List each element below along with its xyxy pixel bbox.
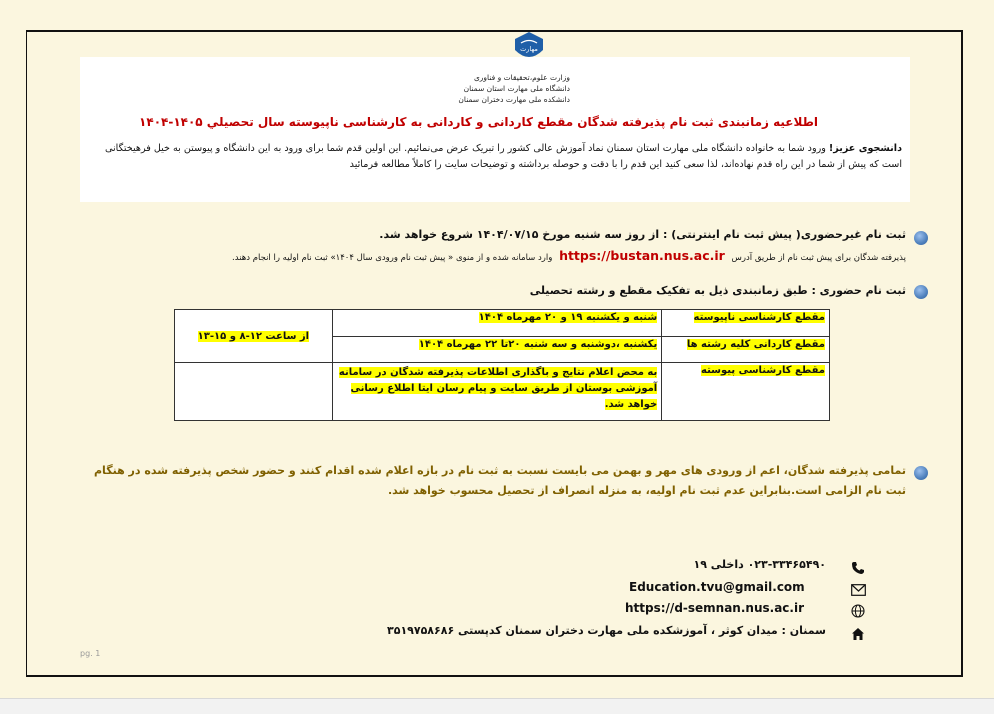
level-label: مقطع کارشناسی پیوسته [701, 365, 825, 376]
home-icon [850, 626, 866, 642]
phone-icon [850, 560, 866, 576]
logo-text: مهارت [520, 45, 538, 53]
registration-note: تمامی پذیرفته شدگان، اعم از ورودی های مهر و بهمن می بایست نسبت به ثبت نام در بازه اعلام شده اقدام کنند و حضور شخص پذیرفته شده در هنگام ثبت نام الزامی است.بنابراین عدم ثبت نام اولیه، به منزله انصراف از تحصیل محسوب خواهد شد. [94, 464, 906, 497]
bullet-icon [914, 285, 928, 299]
bustan-link[interactable]: https://bustan.nus.ac.ir [559, 248, 725, 263]
date-cell [332, 310, 661, 337]
online-line-before: پذیرفته شدگان برای پیش ثبت نام از طریق آدرس [731, 253, 906, 263]
contact-phone: ۰۲۳-۳۳۴۶۵۴۹۰ داخلی ۱۹ [693, 558, 826, 571]
date-cell [332, 337, 661, 363]
intro-body: ورود شما به خانواده دانشگاه ملی مهارت استان سمنان نماد آموزش عالی کشور را تبریک عرض می‌نمائیم. این اولین قدم شما برای ورود به این دانشگاه و پیوستن به خیل فرهیختگانی است که پیش از شما در این راه قدم نهاده‌اند، لذا سعی کنید این قدم را با دقت و حوصله برداشته و توضیحات سایت را کاملاً مطالعه فرمائید [105, 143, 902, 170]
level-label: مقطع کاردانی کلیه رشته ها [686, 339, 825, 350]
table-row [175, 363, 830, 421]
globe-icon [850, 603, 866, 619]
bullet-icon [914, 466, 928, 480]
bullet-icon [914, 231, 928, 245]
ministry-name: وزارت علوم،تحقیقات و فناوری [473, 73, 570, 82]
online-registration-instructions [232, 248, 906, 263]
contact-email[interactable]: Education.tvu@gmail.com [629, 580, 805, 594]
university-name: دانشگاه ملی مهارت استان سمنان [463, 84, 570, 93]
header-box [80, 57, 910, 202]
time-label: از ساعت ۱۲-۸ و ۱۵-۱۳ [197, 330, 310, 342]
date-label: شنبه و یکشنبه ۱۹ و ۲۰ مهرماه ۱۴۰۴ [478, 312, 658, 323]
faculty-name: دانشکده ملی مهارت دختران سمنان [458, 95, 570, 104]
date-cell [332, 363, 661, 421]
inperson-registration-title: ثبت نام حضوری : طبق زمانبندی ذیل به تفکیک مقطع و رشته تحصیلی [529, 284, 906, 297]
intro-paragraph [82, 141, 902, 173]
schedule-table [174, 309, 830, 421]
empty-time-cell [175, 363, 333, 421]
page-bottom-strip [0, 698, 994, 714]
level-label: مقطع کارشناسی ناپیوسته [693, 312, 825, 323]
envelope-icon [850, 582, 866, 598]
time-cell [175, 310, 333, 363]
announcement-title: اطلاعیه زمانبندی ثبت نام پذیرفته شدگان مقطع کاردانی و کاردانی به کارشناسی ناپیوسته سال تحصیلي ۱۴۰۵-۱۴۰۴ [139, 115, 818, 129]
date-label: یکشنبه ،دوشنبه و سه شنبه ۲۰تا ۲۲ مهرماه ۱۴۰۴ [418, 339, 658, 350]
online-line-after: وارد سامانه شده و از منوی « پیش ثبت نام ورودی سال ۱۴۰۴» ثبت نام اولیه را انجام دهند. [232, 253, 553, 263]
level-cell [662, 310, 830, 337]
contact-address: سمنان : میدان کوثر ، آموزشکده ملی مهارت دختران سمنان کدپستی ۳۵۱۹۷۵۸۶۸۶ [387, 624, 826, 637]
level-cell [662, 337, 830, 363]
intro-greeting: دانشجوی عزیز! [828, 143, 902, 154]
page-number: pg. 1 [80, 649, 101, 658]
contact-website[interactable]: https://d-semnan.nus.ac.ir [625, 601, 804, 615]
level-cell [662, 363, 830, 421]
online-registration-title: ثبت نام غیرحضوری( پیش ثبت نام اینترنتی) : از روز سه شنبه مورخ ۱۴۰۴/۰۷/۱۵ شروع خواهد شد. [379, 228, 906, 241]
university-logo [508, 30, 550, 58]
date-label: به محض اعلام نتایج و باگذاری اطلاعات پذیرفته شدگان در سامانه آموزشی بوستان از طریق سایت و پیام رسان ایتا اطلاع رسانی خواهد شد. [338, 367, 658, 410]
table-row [175, 310, 830, 337]
